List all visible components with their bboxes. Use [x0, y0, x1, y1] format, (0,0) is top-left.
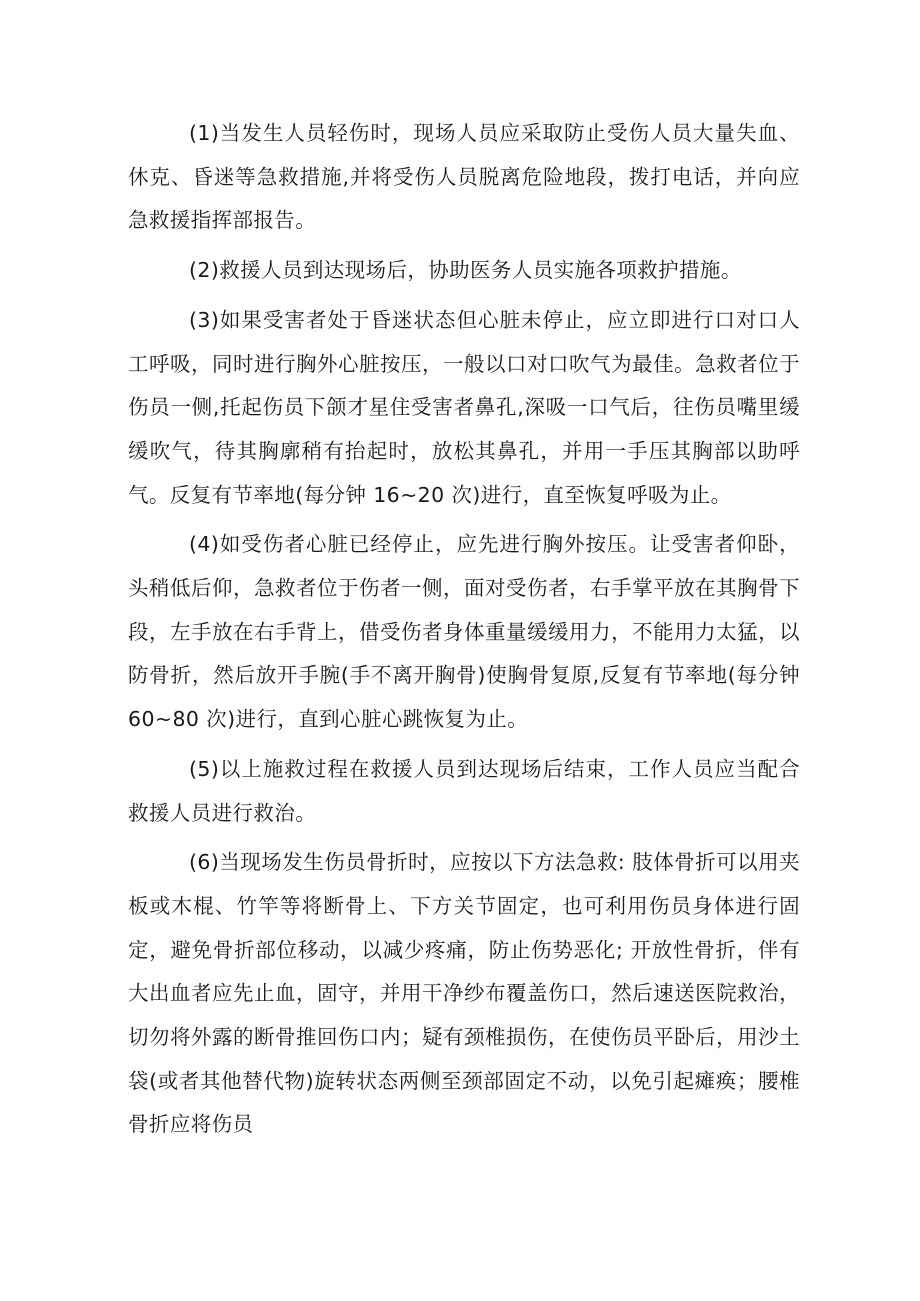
paragraph-4: (4)如受伤者心脏已经停止，应先进行胸外按压。让受害者仰卧，头稍低后仰，急救者位于伤者一侧，面对受伤者，右手掌平放在其胸骨下段，左手放在右手背上，借受伤者身体重量缓缓用力，不能用力太猛，以防骨折，然后放开手腕(手不离开胸骨)使胸骨复原,反复有节率地(每分钟 60~80 次)进行，直到心脏心跳恢复为止。	[128, 532, 800, 732]
document-body	[128, 112, 800, 1153]
paragraph-2: (2)救援人员到达现场后，协助医务人员实施各项救护措施。	[189, 258, 742, 283]
paragraph-1: (1)当发生人员轻伤时，现场人员应采取防止受伤人员大量失血、休克、昏迷等急救措施,并将受伤人员脱离危险地段，拨打电话，并向应急救援指挥部报告。	[128, 121, 800, 233]
paragraph-5: (5)以上施救过程在救援人员到达现场后结束，工作人员应当配合救援人员进行救治。	[128, 756, 800, 825]
paragraph-3: (3)如果受害者处于昏迷状态但心脏未停止，应立即进行口对口人工呼吸，同时进行胸外心脏按压，一般以口对口吹气为最佳。急救者位于伤员一侧,托起伤员下颌才星住受害者鼻孔,深吸一口气后，往伤员嘴里缓缓吹气，待其胸廓稍有抬起时，放松其鼻孔，并用一手压其胸部以助呼气。反复有节率地(每分钟 16~20 次)进行，直至恢复呼吸为止。	[128, 307, 800, 507]
paragraph-6: (6)当现场发生伤员骨折时，应按以下方法急救: 肢体骨折可以用夹板或木棍、竹竿等将断骨上、下方关节固定，也可利用伤员身体进行固定，避免骨折部位移动，以减少疼痛，防止伤势恶化; 开放性骨折，伴有大出血者应先止血，固守，并用干净纱布覆盖伤口，然后速送医院救治，切勿将外露的断骨推回伤口内；疑有颈椎损伤，在使伤员平卧后，用沙土袋(或者其他替代物)旋转状态两侧至颈部固定不动，以免引起瘫痪；腰椎骨折应将伤员	[128, 850, 800, 1137]
